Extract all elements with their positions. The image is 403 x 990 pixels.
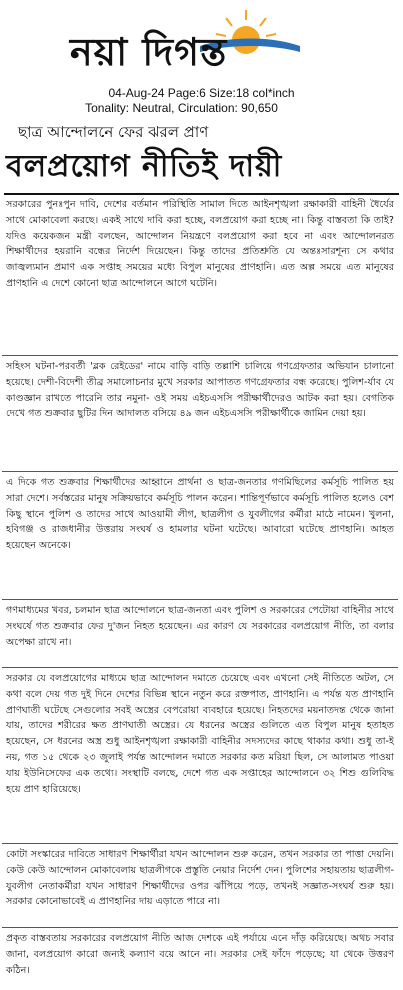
article-paragraph: গণমাধ্যমের খবর, চলমান ছাত্র আন্দোলনে ছাত্র-জনতা এবং পুলিশ ও সরকারের পেটোয়া বাহিনীর সাথে সংঘর্ষে গত শুক্রবার ফের দু'জন নিহত হয়েছেন। এর কারণ যে সরকারের বলপ্রয়োগ নীতি, তা বলার অপেক্ষা রাখে না। bbox=[6, 605, 394, 648]
paragraph-divider bbox=[2, 599, 398, 600]
article-paragraph: সরকারের পুনঃপুন দাবি, দেশের বর্তমান পরিস্থিতি সামাল দিতে আইনশৃঙ্খলা রক্ষাকারী বাহিনী ধৈর্যের সাথে মোকাবেলা করছে। একই সাথে দাবি করা হচ্ছে, বলপ্রয়োগ করা হচ্ছে না। কিন্তু বাস্তবতা কি তাই? যদিও কয়েকজন মন্ত্রী বলছেন, আন্দোলন নিয়ন্ত্রণে বলপ্রয়োগ করা হবে না এবং আন্দোলনরত শিক্ষার্থীদের হয়রানি বন্ধের নির্দেশ দিয়েছেন। কিন্তু তাদের প্রতিশ্রুতি যে অন্তঃসারশূন্য সে কথার জাজ্বল্যমান প্রমাণ এক সপ্তাহ সময়ের মধ্যে বিপুল মানুষের প্রাণহানি। এত অল্প সময়ে এত মানুষের প্রাণহানি এ দেশে কোনো ছাত্র আন্দোলনে আগে ঘটেনি। bbox=[6, 199, 394, 289]
article-headline: বলপ্রয়োগ নীতিই দায়ী bbox=[6, 149, 283, 184]
paragraph-divider bbox=[2, 927, 398, 928]
article-paragraph: প্রকৃত বাস্তবতায় সরকারের বলপ্রয়োগ নীতি আজ দেশকে এই পর্যায়ে এনে দাঁড় করিয়েছে। অথচ সবার জানা, বলপ্রয়োগ কারো জন্যই কল্যাণ বয়ে আনে না। সরকার সেই ফাঁদে পড়েছে; যা থেকে উত্তরণ কঠিন। bbox=[6, 933, 394, 976]
article-paragraph: কোটা সংস্কারের দাবিতে সাধারণ শিক্ষার্থীরা যখন আন্দোলন শুরু করেন, তখন সরকার তা পাত্তা দেয়নি। কেউ কেউ আন্দোলন মোকাবেলায় ছাত্রলীগকে প্রস্তুতি নেয়ার নির্দেশ দেন। পুলিশের সহায়তায় ছাত্রলীগ-যুবলীগ নেতাকর্মীরা যখন সাধারণ শিক্ষার্থীদের ওপর ঝাঁপিয়ে পড়ে, তখনই সজ্ঞাত-সংঘর্ষ শুরু হয়। সরকার কোনোভাবেই এ প্রাণহানির দায় এড়াতে পারে না। bbox=[6, 849, 394, 908]
article-paragraph: এ দিকে গত শুক্রবার শিক্ষার্থীদের আহ্বানে প্রার্থনা ও ছাত্র-জনতার গণমিছিলের কর্মসূচি পালিত হয় সারা দেশে। সর্বস্তরের মানুষ সক্রিয়ভাবে কর্মসূচি পালন করেন। শান্তিপূর্ণভাবে কর্মসূচি পালিত হলেও বেশ কিছু স্থানে পুলিশ ও তাদের সাথে আওয়ামী লীগ, ছাত্রলীগ ও যুবলীগের কর্মীরা মাঠে নামেন। খুলনা, হবিগঞ্জ ও রাজধানীর উত্তরায় সংঘর্ষ ও হামলার ঘটনা ঘটেছে। আবারো ঘটেছে প্রাণহানি। আহত হয়েছেন অনেকে। bbox=[6, 477, 394, 552]
article-paragraph: সহিংস ঘটনা-পরবর্তী 'ব্লক রেইডের' নামে বাড়ি বাড়ি তল্লাশি চালিয়ে গণগ্রেফতার অভিযান চালানো হয়েছে। দেশী-বিদেশী তীব্র সমালোচনার মুখে সরকার আপাতত গণগ্রেফতার বন্ধ করেছে। পুলিশ-র্যাব যে কাণ্ডজ্ঞান রাখতে পারেনি তার নমুনা- ওই সময় এইচএসসি পরীক্ষার্থীদেরও আটক করা হয়। বেগতিক দেখে গত শুক্রবার ছুটির দিন আদালত বসিয়ে ৪৯ জন এইচএসসি পরীক্ষার্থীকে জামিন দেয়া হয়। bbox=[6, 361, 394, 420]
article-paragraph: সরকার যে বলপ্রয়োগের মাধ্যমে ছাত্র আন্দোলন দমাতে চেয়েছে এবং এখনো সেই নীতিতে অটল, সে কথা বলে দেয় গত দুই দিনে দেশের বিভিন্ন স্থানে নতুন করে রক্তপাত, প্রাণহানি। এ পর্যন্ত যত প্রাণহানি প্রাণঘাতী ঘটেছে সেগুলোর সবই অস্ত্রের বেপরোয়া ব্যবহারে হয়েছে। নিহতদের ময়নাতদন্ত থেকে জানা যায়, তাদের শরীরের ক্ষত প্রাণঘাতী অস্ত্রের। যে ধরনের অস্ত্রের গুলিতে এত বিপুল মানুষ হতাহত হয়েছেন, সে ধরনের অস্ত্র শুধু আইনশৃঙ্খলা রক্ষাকারী বাহিনীর সদস্যদের কাছে থাকার কথা। শুধু তা-ই নয়, গত ১৫ থেকে ২৩ জুলাই পর্যন্ত আন্দোলন দমাতে সরকার কত মরিয়া ছিল, সে আলামত পাওয়া যায় ইউনিসেফের এক তথ্যে। সংস্থাটি বলছে, দেশে গত এক সপ্তাহের আন্দোলনে ৩২ শিশু গুলিবিদ্ধ হয়ে প্রাণ হারিয়েছে। bbox=[6, 673, 394, 795]
logo-text: নয়া দিগন্ত bbox=[70, 29, 228, 74]
newspaper-logo bbox=[60, 6, 340, 84]
paragraph-divider bbox=[2, 667, 398, 668]
article-kicker: ছাত্র আন্দোলনে ফের ঝরল প্রাণ bbox=[18, 123, 209, 141]
clipping-info: 04-Aug-24 Page:6 Size:18 col*inch bbox=[108, 86, 295, 100]
paragraph-divider bbox=[2, 843, 398, 844]
paragraph-divider bbox=[2, 355, 398, 356]
tonality-circulation: Tonality: Neutral, Circulation: 90,650 bbox=[85, 101, 278, 115]
headline-divider bbox=[4, 193, 399, 195]
paragraph-divider bbox=[2, 471, 398, 472]
